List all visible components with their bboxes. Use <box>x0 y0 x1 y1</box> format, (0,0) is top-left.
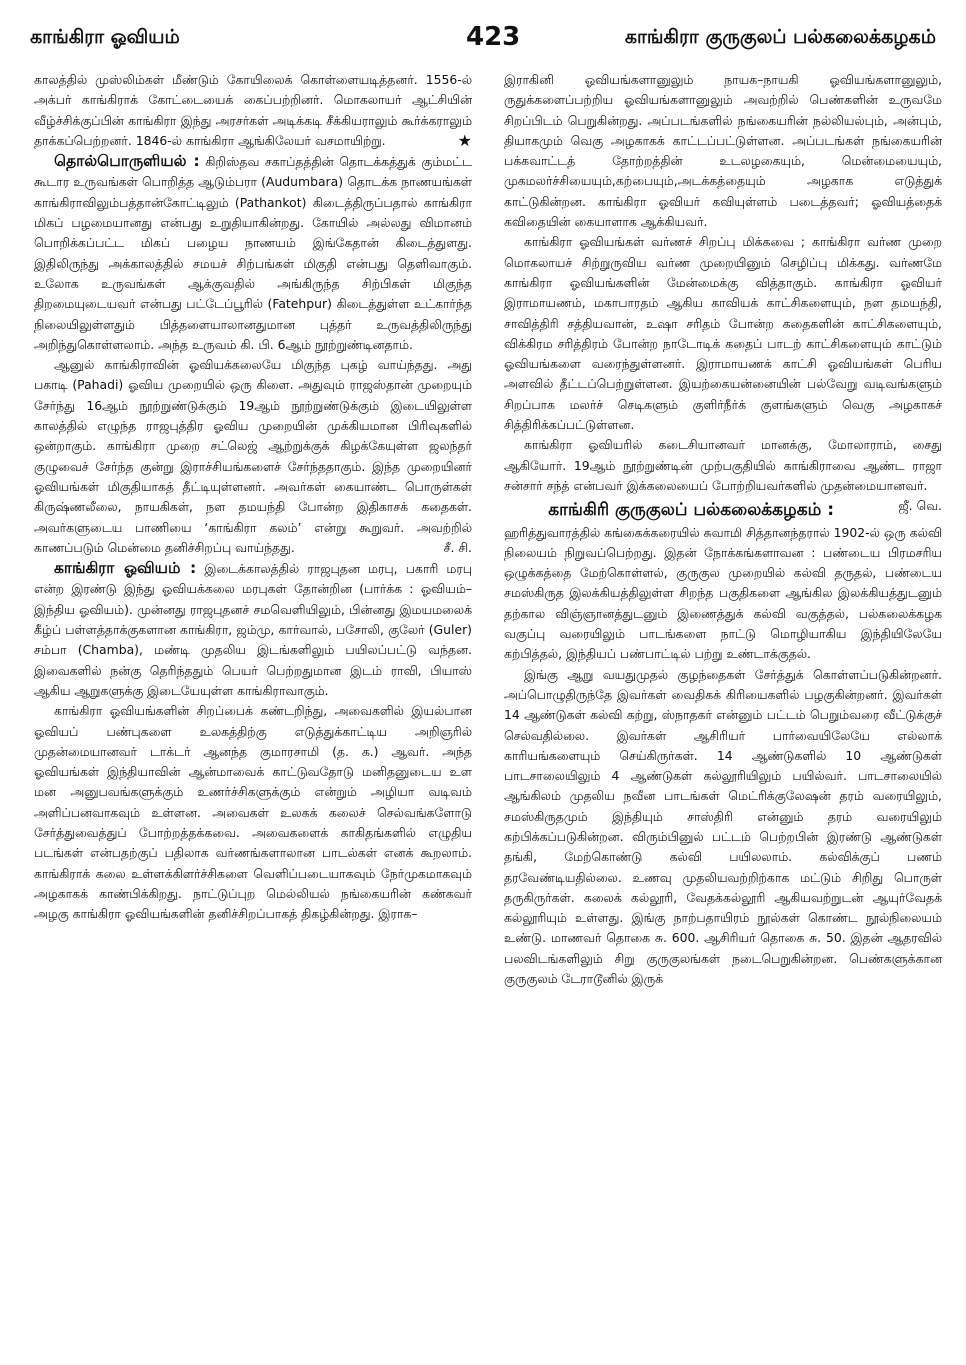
left-column <box>34 70 472 1360</box>
paragraph-text: ஆனுல் காங்கிராவின் ஓவியக்கலையே மிகுந்த புகழ் வாய்ந்தது. அது பகாடி (Pahadi) ஓவிய முறையில் ஒரு கிளை. அதுவும் ராஜஸ்தான் முறையும் சேர்ந்து 16ஆம் நூற்றுண்டுக்கும் 19ஆம் நூற்றுண்டுக்கும் இடையிலுள்ள காலத்தில் எழுந்த ராஜபுத்திர ஓவிய முறையின் முக்கியமான பிரிவுகளில் ஒன்றாகும். காங்கிரா முறை சட்லெஜ் ஆற்றுக்குக் கிழக்கேயுள்ள ஜலந்தர் குழுவைச் சேர்ந்த குன்று இராச்சியங்களைச் சேர்ந்ததாகும். இந்த முறையினர் ஓவியங்கள் மிகுதியாகத் தீட்டியுள்ளனர். அவர்கள் கையாண்ட பொருள்கள் கிருஷ்ணலீலை, நாயகிகள், நள தமயந்தி போன்ற இதிகாசக் கதைகள். அவர்களுடைய பாணியை ‘காங்கிரா கலம்’ என்று கூறுவர். அவற்றில் காணப்படும் மென்மை தனிச்சிறப்பு வாய்ந்தது. <box>34 357 472 555</box>
running-head-right: காங்கிரா குருகுலப் பல்கலைக்கழகம் <box>624 26 936 48</box>
paragraph <box>504 523 942 665</box>
page-header <box>30 22 936 62</box>
section-heading: தொல்பொருளியல் : <box>54 152 200 171</box>
paragraph-text: இங்கு ஆறு வயதுமுதல் குழந்தைகள் சேர்த்துக் கொள்ளப்படுகின்றனர். அப்பொழுதிருந்தே இவர்கள் வைதிகக் கிரியைகளில் பழகுகின்றனர். இவர்கள் 14 ஆண்டுகள் கல்வி கற்று, ஸ்நாதகர் என்னும் பட்டம் பெறும்வரை வீட்டுக்குச் செல்வதில்லை. இவர்கள் ஆசிரியர் பார்வையிலேயே எல்லாக் காரியங்களையும் செய்கிருர்கள். 14 ஆண்டுகளில் 10 ஆண்டுகள் பாடசாலையிலும் 4 ஆண்டுகள் கல்லூரியிலும் பயில்வர். பாடசாலையில் ஆங்கிலம் முதலிய நவீன பாடங்கள் மெட்ரிக்குலேஷன் தரம் வரையிலும், சமஸ்கிருதமும் இந்தியும் சாஸ்திரி என்னும் தரம் வரையிலும் கற்பிக்கப்படுகின்றன. விரும்பினுல் பட்டம் பெற்றபின் இரண்டு ஆண்டுகள் தங்கி, மேற்கொண்டு கல்வி பயிலலாம். கல்விக்குப் பணம் தரவேண்டியதில்லை. உணவு முதலியவற்றிற்காக மட்டும் சிறிது பொருள் தருகிருர்கள். கலைக் கல்லூரி, வேதக்கல்லூரி ஆகியவற்றுடன் ஆயுர்வேதக் கல்லூரியும் உள்ளது. இங்கு நாற்பதாயிரம் நூல்கள் கொண்ட நூல்நிலையம் உண்டு. மாணவர் தொகை சு. 600. ஆசிரியர் தொகை சு. 50. இதன் ஆதரவில் பலவிடங்களிலும் சிறு குருகுலங்கள் நடைபெறுகின்றன. பெண்களுக்கான குருகுலம் டேராடூனில் இருக் <box>504 666 942 987</box>
paragraph-text: கிறிஸ்தவ சகாப்தத்தின் தொடக்கத்துக் கும்மட்ட கூடார உருவங்கள் பொறித்த ஆடும்பரா (Audumbara) தொடக்க நாணயங்கள் காங்கிராவிலும்பத்தான்கோட்டிலும் (Pathankot) கிடைத்திருப்பதால் காங்கிரா மிகப் பழமையானது என்பது உறுதியாகின்றது. கோயில் அல்லது விமானம் பொறிக்கப்பட்ட மிகப் பழைய நாணயம் இங்கேதான் கிடைத்துளது. இதிலிருந்து அக்காலத்தில் சமயச் சிற்பங்கள் மிகுதி என்பது தெளிவாகும். உலோக உருவங்கள் ஆக்குவதில் அங்கிருந்த சிற்பிகள் மிகுந்த திறமையுடையவர் என்பது பட்டேப்பூரில் (Fatehpur) கிடைத்துள்ள உட்கார்ந்த நிலையிலுள்ளதும் பித்தளையாலானதுமான புத்தர் உருவத்திலிருந்து அறிந்துகொள்ளலாம். அந்த உருவம் கி. பி. 6ஆம் நூற்றுண்டினதாம். <box>34 154 472 352</box>
entry-heading-block <box>504 500 942 520</box>
paragraph <box>504 665 942 990</box>
star-icon: ★ <box>457 130 472 150</box>
paragraph-text: காலத்தில் முஸ்லிம்கள் மீண்டும் கோயிலைக் கொள்ளையடித்தனர். 1556-ல் அக்பர் காங்கிராக் கோட்டையைக் கைப்பற்றினர். மொகலாயர் ஆட்சியின் வீழ்ச்சிக்குப்பின் காங்கிரா இந்து அரசர்கள் அடிக்கடி சீக்கியராலும் கூர்க்கராலும் தாக்கப்பெற்றனர். 1846-ல் காங்கிரா ஆங்கிலேயர் வசமாயிற்று. <box>34 72 472 148</box>
paragraph-text: காங்கிரா ஓவியங்களின் சிறப்பைக் கண்டறிந்து, அவைகளில் இயல்பான ஓவியப் பண்புகளை உலகத்திற்கு எடுத்துக்காட்டிய அறிஞரில் முதன்மையானவர் டாக்டர் ஆனந்த குமாரசாமி (த. க.) ஆவர். அந்த ஓவியங்கள் இந்தியாவின் ஆன்மாவைக் காட்டுவதோடு மனிதனுடைய உள மன அனுபவங்களுக்கும் உணர்ச்சிகளுக்கும் என்றும் அழியா வடிவம் அளிப்பனவாகவும் உள்ளன. அவைகள் உலகக் கலைச் செல்வங்களோடு சேர்த்துவைத்துப் போற்றத்தக்கவை. அவைகளைக் காகிதங்களில் எழுதிய படங்கள் என்பதற்குப் பதிலாக வர்ணங்களாலான பாடல்கள் எனக் கூறலாம். காங்கிராக் கலை உள்ளக்கிளர்ச்சிகளை வெளிப்படையாகவும் நேர்முகமாகவும் அழகாகக் காண்பிக்கிறது. நாட்டுப்புற மெல்லியல் நங்கையரின் கண்கவர் அழகு காங்கிரா ஓவியங்களின் தனிச்சிறப்பாகத் திகழ்கின்றது. இராக– <box>34 703 472 922</box>
paragraph <box>34 151 472 355</box>
page-number: 423 <box>466 22 521 52</box>
paragraph-text: ஹரித்துவாரத்தில் கங்கைக்கரையில் சுவாமி சித்தானந்தரால் 1902-ல் ஒரு கல்வி நிலையம் நிறுவப்பெற்றது. இதன் நோக்கங்களாவன : பண்டைய பிரமசரிய ஒழுக்கத்தை மேற்கொள்ளல், குருகுல முறையில் கல்வி தருதல், பண்டைய சமஸ்கிருத இலக்கியத்திலுள்ள சிறந்த பகுதிகளை ஆங்கில இலக்கியத்துடனும் தற்கால விஞ்ஞானத்துடனும் இணைத்துக் கல்வி வகுத்தல், பல்கலைக்கழக வகுப்பு வரையிலும் பாடங்களை நாட்டு மொழியாகிய இந்தியிலேயே கற்பித்தல், இந்தியப் பண்பாட்டில் பற்று உண்டாக்குதல். <box>504 524 942 662</box>
entry-heading: காங்கிரா ஓவியம் : <box>54 559 197 578</box>
paragraph <box>34 355 472 558</box>
paragraph <box>34 701 472 924</box>
paragraph <box>504 232 942 435</box>
entry-heading: காங்கிரி குருகுலப் பல்கலைக்கழகம் : <box>548 500 835 521</box>
author-initials: சீ. சி. <box>443 539 472 555</box>
paragraph-text: காங்கிரா ஓவியரில் கடைசியானவர் மானக்கு, மோலாராம், சைது ஆகியோர். 19ஆம் நூற்றுண்டின் முற்பகுதியில் காங்கிராவை ஆண்ட ராஜா சன்சார் சந்த் என்பவர் இக்கலையைப் போற்றியவர்களில் முதன்மையானவர். <box>504 437 942 493</box>
paragraph-text: காங்கிரா ஓவியங்கள் வர்ணச் சிறப்பு மிக்கவை ; காங்கிரா வர்ண முறை மொகலாயச் சிற்றுருவிய வர்ண முறையினும் செழிப்பு மிக்கது. வர்ணமே காங்கிரா ஓவியங்களின் மேன்மைக்கு வித்தாகும். காங்கிரா ஓவியர் இராமாயணம், மகாபாரதம் ஆகிய காவியக் காட்சிகளையும், நள தமயந்தி, சாவித்திரி சத்தியவான், உஷா சரிதம் போன்ற கதைகளின் காட்சிகளையும், விக்கிரம சரித்திரம் போன்ற நாடோடிக் கதைப் பாடற் காட்சிகளையும் காட்டும் ஓவியங்களை வரைந்துள்ளனர். இராமாயணக் காட்சி ஓவியங்கள் பெரிய அளவில் தீட்டப்பெற்றுள்ளன. இயற்கையன்னையின் பல்வேறு வடிவங்களும் சிறப்பாக மலர்ச் செடிகளும் குளிர்நீர்க் குளங்களும் வெகு அழகாகச் சித்திரிக்கப்பட்டுள்ளன. <box>504 234 942 433</box>
paragraph-text: இடைக்காலத்தில் ராஜபுதன மரபு, பகாரி மரபு என்ற இரண்டு இந்து ஓவியக்கலை மரபுகள் தோன்றின (பார்க்க : ஓவியம்–இந்திய ஓவியம்). முன்னது ராஜபுதனச் சமவெளியிலும், பின்னது இமயமலைக் கீழ்ப் பள்ளத்தாக்குகளான காங்கிரா, ஜம்மு, கார்வால், பசோலி, குலேர் (Guler) சம்பா (Chamba), மண்டி முதலிய இடங்களிலும் பயிலப்பட்டு வந்தன. இவைகளில் நன்கு தெரிந்ததும் பெயர் பெற்றதுமான இடம் ராவி, பியாஸ் ஆகிய ஆறுகளுக்கு இடையேயுள்ள காங்கிராவாகும். <box>34 561 472 698</box>
running-head-left: காங்கிரா ஓவியம் <box>30 26 180 48</box>
author-initials: ஜீ. வெ. <box>898 498 942 514</box>
right-column <box>504 70 942 1360</box>
paragraph <box>34 70 472 151</box>
paragraph <box>34 558 472 701</box>
paragraph-text: இராகினி ஓவியங்களானுலும் நாயக–நாயகி ஓவியங்களானுலும், ருதுக்களைப்பற்றிய ஓவியங்களானுலும் அவற்றில் பெண்களின் உருவமே சிறப்பிடம் பெறுகின்றது. அப்படங்களில் நங்கையரின் நல்லியல்பும், அன்பும், தியாகமும் வெகு அழகாகக் காட்டப்பட்டுள்ளன. அப்படங்கள் நங்கையரின் பக்கவாட்டத் தோற்றத்தின் உடலழகையும், மென்மையையும், முகமலர்ச்சியையும்,கற்பையும்,அடக்கத்தையும் அழகாக எடுத்துக் காட்டுகின்றன. காங்கிரா ஓவியர் கவியுள்ளம் படைத்தவர்; ஓவியத்தைக் கவிதையின் கையாளாக ஆக்கியவர். <box>504 72 942 230</box>
paragraph <box>504 70 942 232</box>
